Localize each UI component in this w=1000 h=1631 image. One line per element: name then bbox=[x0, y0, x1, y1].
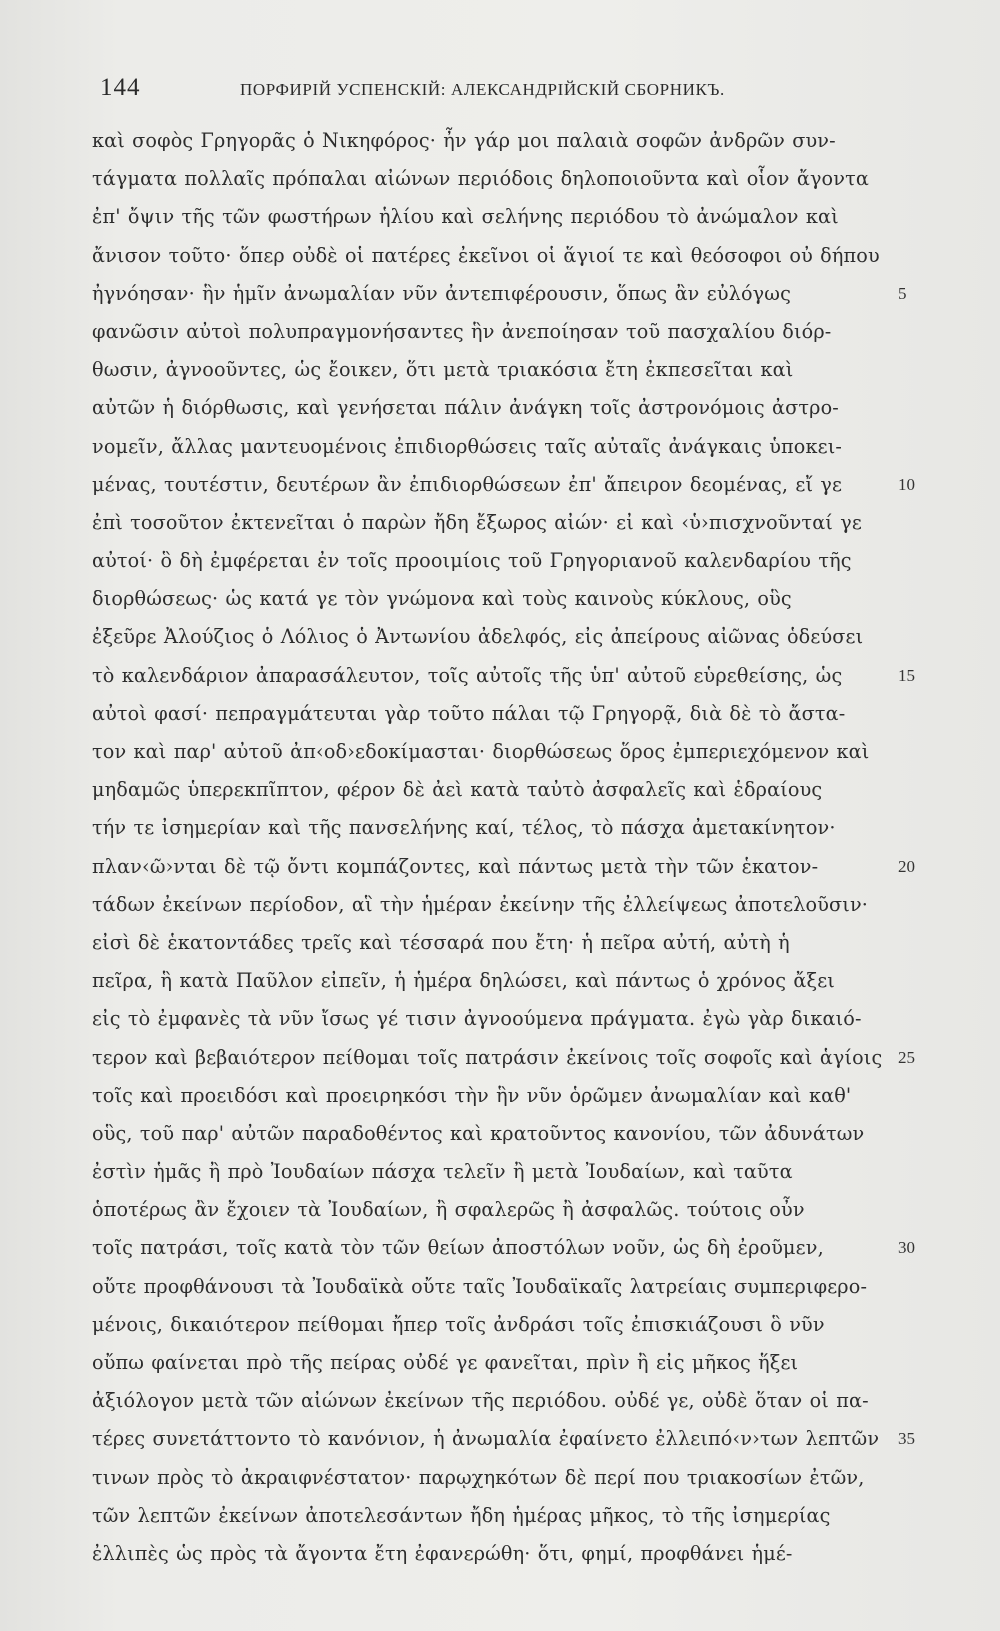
text-line bbox=[92, 1420, 915, 1458]
line-text: ἄνισον τοῦτο· ὅπερ οὐδὲ οἱ πατέρες ἐκεῖνοι οἱ ἅγιοί τε καὶ θεόσοφοι οὐ δήπου bbox=[92, 243, 880, 267]
text-line bbox=[92, 504, 892, 542]
line-text: τέρες συνετάττοντο τὸ κανόνιον, ἡ ἀνωμαλία ἐφαίνετο ἐλλειπό‹ν›των λεπτῶν bbox=[92, 1427, 880, 1451]
running-title: ПОРФИРІЙ УСПЕНСКІЙ: АЛЕКСАНДРІЙСКІЙ СБОРНИКЪ. bbox=[240, 80, 725, 99]
line-number: 30 bbox=[898, 1238, 915, 1258]
text-line bbox=[92, 809, 892, 847]
text-line bbox=[92, 1535, 892, 1573]
line-text: οὔτε προφθάνουσι τὰ Ἰουδαϊκὰ οὔτε ταῖς Ἰουδαϊκαῖς λατρείαις συμπεριφερο- bbox=[92, 1274, 868, 1298]
text-line bbox=[92, 160, 892, 198]
text-line bbox=[92, 962, 892, 1000]
line-text: αὐτοί· ὃ δὴ ἐμφέρεται ἐν τοῖς προοιμίοις τοῦ Γρηγοριανοῦ καλενδαρίου τῆς bbox=[92, 549, 852, 573]
text-line bbox=[92, 1497, 892, 1535]
line-text: εἰς τὸ ἐμφανὲς τὰ νῦν ἴσως γέ τισιν ἀγνοούμενα πράγματα. ἐγὼ γὰρ δικαιό- bbox=[92, 1007, 862, 1031]
line-number: 35 bbox=[898, 1429, 915, 1449]
line-text: νομεῖν, ἄλλας μαντευομένοις ἐπιδιορθώσεις ταῖς αὐταῖς ἀνάγκαις ὑποκει- bbox=[92, 434, 843, 458]
line-text: πεῖρα, ἣ κατὰ Παῦλον εἰπεῖν, ἡ ἡμέρα δηλώσει, καὶ πάντως ὁ χρόνος ἄξει bbox=[92, 969, 835, 993]
line-text: τοῖς καὶ προειδόσι καὶ προειρηκόσι τὴν ἣν νῦν ὁρῶμεν ἀνωμαλίαν καὶ καθ' bbox=[92, 1083, 852, 1107]
line-text: οὓς, τοῦ παρ' αὐτῶν παραδοθέντος καὶ κρατοῦντος κανονίου, τῶν ἀδυνάτων bbox=[92, 1121, 865, 1145]
text-line bbox=[92, 924, 892, 962]
text-line bbox=[92, 1115, 892, 1153]
line-number: 5 bbox=[898, 283, 907, 303]
line-text: τάδων ἐκείνων περίοδον, αἳ τὴν ἡμέραν ἐκείνην τῆς ἐλλείψεως ἀποτελοῦσιν· bbox=[92, 892, 869, 916]
line-text: τὸ καλενδάριον ἀπαρασάλευτον, τοῖς αὐτοῖς τῆς ὑπ' αὐτοῦ εὑρεθείσης, ὡς bbox=[92, 663, 843, 687]
text-line bbox=[92, 695, 892, 733]
page-header bbox=[100, 70, 860, 110]
line-text: φανῶσιν αὐτοὶ πολυπραγμονήσαντες ἣν ἀνεποίησαν τοῦ πασχαλίου διόρ- bbox=[92, 319, 832, 343]
line-text: μένας, τουτέστιν, δευτέρων ἂν ἐπιδιορθώσεων ἐπ' ἄπειρον δεομένας, εἴ γε bbox=[92, 472, 843, 496]
text-line bbox=[92, 428, 892, 466]
line-text: ἐξεῦρε Ἀλούζιος ὁ Λόλιος ὁ Ἀντωνίου ἀδελφός, εἰς ἀπείρους αἰῶνας ὁδεύσει bbox=[92, 625, 864, 649]
text-line bbox=[92, 542, 892, 580]
line-text: θωσιν, ἀγνοοῦντες, ὡς ἔοικεν, ὅτι μετὰ τριακόσια ἔτη ἐκπεσεῖται καὶ bbox=[92, 358, 794, 382]
text-line bbox=[92, 618, 892, 656]
line-text: ἐπ' ὄψιν τῆς τῶν φωστήρων ἡλίου καὶ σελήνης περιόδου τὸ ἀνώμαλον καὶ bbox=[92, 205, 839, 229]
line-text: ἐπὶ τοσοῦτον ἐκτενεῖται ὁ παρὼν ἤδη ἔξωρος αἰών· εἰ καὶ ‹ὑ›πισχνοῦνταί γε bbox=[92, 510, 862, 534]
line-text: τοῖς πατράσι, τοῖς κατὰ τὸν τῶν θείων ἀποστόλων νοῦν, ὡς δὴ ἐροῦμεν, bbox=[92, 1236, 824, 1260]
line-text: πλαν‹ῶ›νται δὲ τῷ ὄντι κομπάζοντες, καὶ πάντως μετὰ τὴν τῶν ἑκατον- bbox=[92, 854, 819, 878]
text-line bbox=[92, 1344, 892, 1382]
text-line bbox=[92, 351, 892, 389]
line-text: αὐτῶν ἡ διόρθωσις, καὶ γενήσεται πάλιν ἀνάγκη τοῖς ἀστρονόμοις ἀστρο- bbox=[92, 396, 839, 420]
text-line bbox=[92, 122, 892, 160]
line-number: 15 bbox=[898, 665, 915, 685]
text-line bbox=[92, 733, 892, 771]
line-number: 20 bbox=[898, 856, 915, 876]
line-text: οὔπω φαίνεται πρὸ τῆς πείρας οὐδέ γε φανεῖται, πρὶν ἢ εἰς μῆκος ἥξει bbox=[92, 1351, 799, 1374]
line-text: ἀξιόλογον μετὰ τῶν αἰώνων ἐκείνων τῆς περιόδου. οὐδέ γε, οὐδὲ ὅταν οἱ πα- bbox=[92, 1389, 869, 1413]
text-line bbox=[92, 1153, 892, 1191]
text-line bbox=[92, 848, 915, 886]
line-text: μηδαμῶς ὑπερεκπῖπτον, φέρον δὲ ἀεὶ κατὰ ταὐτὸ ἀσφαλεῖς καὶ ἑδραίους bbox=[92, 778, 823, 802]
line-text: ὁποτέρως ἂν ἔχοιεν τὰ Ἰουδαίων, ἢ σφαλερῶς ἢ ἀσφαλῶς. τούτοις οὖν bbox=[92, 1198, 805, 1222]
line-text: καὶ σοφὸς Γρηγορᾶς ὁ Νικηφόρος· ἦν γάρ μοι παλαιὰ σοφῶν ἀνδρῶν συν- bbox=[92, 129, 836, 152]
line-text: τινων πρὸς τὸ ἀκραιφνέστατον· παρῳχηκότων δὲ περί που τριακοσίων ἐτῶν, bbox=[92, 1465, 865, 1489]
text-line bbox=[92, 1229, 915, 1267]
body-text bbox=[92, 122, 915, 1573]
text-line bbox=[92, 198, 892, 236]
text-line bbox=[92, 389, 892, 427]
line-text: μένοις, δικαιότερον πείθομαι ἤπερ τοῖς ἀνδράσι τοῖς ἐπισκιάζουσι ὃ νῦν bbox=[92, 1312, 825, 1336]
text-line bbox=[92, 1077, 892, 1115]
line-text: τον καὶ παρ' αὐτοῦ ἀπ‹οδ›εδοκίμασται· διορθώσεως ὅρος ἐμπεριεχόμενον καὶ bbox=[92, 740, 870, 763]
line-number: 25 bbox=[898, 1047, 915, 1067]
line-number: 10 bbox=[898, 474, 915, 494]
text-line bbox=[92, 1306, 892, 1344]
text-line bbox=[92, 1382, 892, 1420]
text-line bbox=[92, 1268, 892, 1306]
text-line bbox=[92, 1000, 892, 1038]
text-line bbox=[92, 580, 892, 618]
text-line bbox=[92, 275, 907, 313]
line-text: τερον καὶ βεβαιότερον πείθομαι τοῖς πατράσιν ἐκείνοις τοῖς σοφοῖς καὶ ἁγίοις bbox=[92, 1045, 883, 1069]
text-line bbox=[92, 771, 892, 809]
line-text: ἐλλιπὲς ὡς πρὸς τὰ ἄγοντα ἔτη ἐφανερώθη· ὅτι, φημί, προφθάνει ἡμέ- bbox=[92, 1541, 793, 1565]
line-text: τάγματα πολλαῖς πρόπαλαι αἰώνων περιόδοις δηλοποιοῦντα καὶ οἷον ἄγοντα bbox=[92, 167, 869, 191]
line-text: εἰσὶ δὲ ἑκατοντάδες τρεῖς καὶ τέσσαρά που ἔτη· ἡ πεῖρα αὐτή, αὐτὴ ἡ bbox=[92, 930, 790, 954]
line-text: ἐστὶν ἡμᾶς ἢ πρὸ Ἰουδαίων πάσχα τελεῖν ἢ μετὰ Ἰουδαίων, καὶ ταῦτα bbox=[92, 1160, 793, 1184]
text-line bbox=[92, 1459, 892, 1497]
text-line bbox=[92, 1191, 892, 1229]
line-text: τῶν λεπτῶν ἐκείνων ἀποτελεσάντων ἤδη ἡμέρας μῆκος, τὸ τῆς ἰσημερίας bbox=[92, 1503, 831, 1527]
text-line bbox=[92, 1039, 915, 1077]
line-text: τήν τε ἰσημερίαν καὶ τῆς πανσελήνης καί, τέλος, τὸ πάσχα ἀμετακίνητον· bbox=[92, 816, 836, 840]
line-text: διορθώσεως· ὡς κατά γε τὸν γνώμονα καὶ τοὺς καινοὺς κύκλους, οὓς bbox=[92, 587, 792, 611]
text-line bbox=[92, 657, 915, 695]
text-line bbox=[92, 313, 892, 351]
text-line bbox=[92, 886, 892, 924]
line-text: αὐτοὶ φασί· πεπραγμάτευται γὰρ τοῦτο πάλαι τῷ Γρηγορᾷ, διὰ δὲ τὸ ἄστα- bbox=[92, 701, 846, 725]
text-line bbox=[92, 466, 915, 504]
line-text: ἠγνόησαν· ἣν ἡμῖν ἀνωμαλίαν νῦν ἀντεπιφέρουσιν, ὅπως ἂν εὐλόγως bbox=[92, 281, 791, 305]
text-line bbox=[92, 237, 892, 275]
page-number: 144 bbox=[100, 74, 141, 101]
